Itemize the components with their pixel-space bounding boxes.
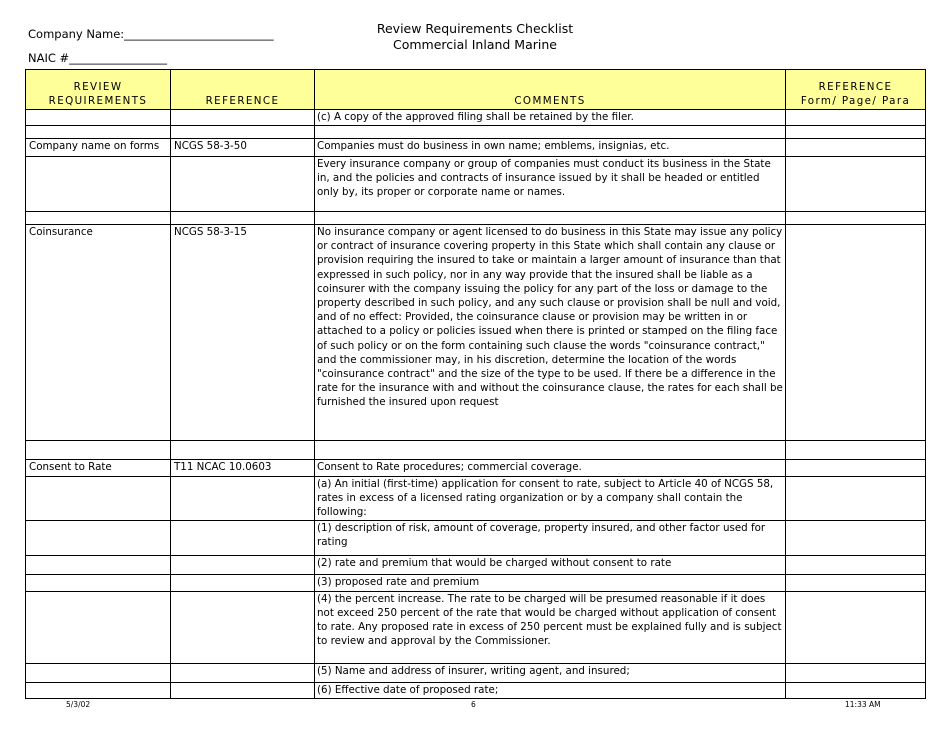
reference-cell xyxy=(171,682,315,698)
review-requirement-cell xyxy=(26,157,171,212)
col-review-requirements: REVIEW REQUIREMENTS xyxy=(26,70,171,110)
form-page-para-cell xyxy=(786,520,926,555)
col-reference-form-page-para: REFERENCE Form/ Page/ Para xyxy=(786,70,926,110)
reference-cell xyxy=(171,110,315,126)
form-page-para-cell xyxy=(786,574,926,591)
checklist-table xyxy=(25,69,926,699)
review-requirement-cell xyxy=(26,126,171,139)
comment-cell: (c) A copy of the approved filing shall be retained by the filer. xyxy=(315,110,786,126)
review-requirement-cell xyxy=(26,555,171,574)
form-page-para-cell xyxy=(786,460,926,477)
comment-cell: (6) Effective date of proposed rate; xyxy=(315,682,786,698)
form-page-para-cell xyxy=(786,212,926,225)
comment-cell: (a) An initial (first-time) application for consent to rate, subject to Article 40 of NCGS 58, rates in excess of a licensed rating organization or by a company shall contain the following: xyxy=(315,477,786,521)
table-row xyxy=(26,139,926,157)
table-row xyxy=(26,477,926,521)
form-page-para-cell xyxy=(786,441,926,460)
review-requirement-cell xyxy=(26,682,171,698)
reference-cell xyxy=(171,212,315,225)
column-header-row xyxy=(26,70,926,110)
reference-cell: NCGS 58-3-15 xyxy=(171,225,315,441)
reference-cell xyxy=(171,663,315,682)
footer-time: 11:33 AM xyxy=(845,700,881,709)
form-page-para-cell xyxy=(786,682,926,698)
review-requirement-cell xyxy=(26,212,171,225)
review-requirement-cell xyxy=(26,574,171,591)
form-page-para-cell xyxy=(786,157,926,212)
checklist-rows xyxy=(26,110,926,699)
table-row xyxy=(26,555,926,574)
review-requirement-cell xyxy=(26,663,171,682)
comment-cell: (4) the percent increase. The rate to be charged will be presumed reasonable if it does not exceed 250 percent of the rate that would be charged without application of consent to rate. Any proposed rate in excess of 250 percent must be explained fully and is subject to review and approval by the Commissioner. xyxy=(315,591,786,663)
review-requirement-cell xyxy=(26,591,171,663)
table-row xyxy=(26,225,926,441)
review-requirement-cell: Consent to Rate xyxy=(26,460,171,477)
reference-cell xyxy=(171,157,315,212)
comment-cell: Companies must do business in own name; emblems, insignias, etc. xyxy=(315,139,786,157)
review-requirement-cell: Coinsurance xyxy=(26,225,171,441)
page-title xyxy=(330,21,620,53)
comment-cell: (1) description of risk, amount of coverage, property insured, and other factor used for rating xyxy=(315,520,786,555)
comment-cell xyxy=(315,126,786,139)
comment-cell xyxy=(315,212,786,225)
review-requirement-cell xyxy=(26,110,171,126)
form-page-para-cell xyxy=(786,555,926,574)
title-line-1: Review Requirements Checklist xyxy=(376,21,574,36)
comment-cell xyxy=(315,441,786,460)
reference-cell xyxy=(171,441,315,460)
table-row xyxy=(26,591,926,663)
footer-page-number: 6 xyxy=(471,700,476,709)
company-name-blank: __________________________ xyxy=(124,27,274,41)
company-name-label: Company Name: xyxy=(28,27,125,41)
comment-cell: Consent to Rate procedures; commercial coverage. xyxy=(315,460,786,477)
review-requirement-cell xyxy=(26,520,171,555)
table-row xyxy=(26,157,926,212)
review-requirement-cell xyxy=(26,441,171,460)
review-requirement-cell: Company name on forms xyxy=(26,139,171,157)
table-row xyxy=(26,110,926,126)
comment-cell: (5) Name and address of insurer, writing agent, and insured; xyxy=(315,663,786,682)
col-comments: COMMENTS xyxy=(315,70,786,110)
table-row xyxy=(26,520,926,555)
reference-cell: T11 NCAC 10.0603 xyxy=(171,460,315,477)
reference-cell xyxy=(171,574,315,591)
table-row xyxy=(26,682,926,698)
table-row xyxy=(26,441,926,460)
footer-date: 5/3/02 xyxy=(66,700,91,709)
form-page-para-cell xyxy=(786,591,926,663)
form-page-para-cell xyxy=(786,126,926,139)
review-requirement-cell xyxy=(26,477,171,521)
form-page-para-cell xyxy=(786,663,926,682)
reference-cell xyxy=(171,591,315,663)
table-row xyxy=(26,663,926,682)
comment-cell: No insurance company or agent licensed to do business in this State may issue any policy or contract of insurance covering property in this State which shall contain any clause or provision requiring the insured to take or maintain a larger amount of insurance than that expressed in such policy, nor in any way provide that the insured shall be liable as a coinsurer with the company issuing the policy for any part of the loss or damage to the property described in such policy, and any such clause or provision shall be null and void, and of no effect: Provided, the coinsurance clause or provision may be written in or attached to a policy or policies issued when there is printed or stamped on the filing face of such policy or on the form containing such clause the words "coinsurance contract," and the commissioner may, in his discretion, determine the location of the words "coinsurance contract" and the size of the type to be used. If there be a difference in the rate for the insurance with and without the coinsurance clause, the rates for each shall be furnished the insured upon request xyxy=(315,225,786,441)
naic-blank: _________________ xyxy=(69,51,167,65)
table-row xyxy=(26,212,926,225)
form-page-para-cell xyxy=(786,225,926,441)
reference-cell: NCGS 58-3-50 xyxy=(171,139,315,157)
form-page-para-cell xyxy=(786,139,926,157)
naic-line xyxy=(28,51,167,65)
reference-cell xyxy=(171,520,315,555)
reference-cell xyxy=(171,555,315,574)
naic-label: NAIC # xyxy=(28,51,70,65)
reference-cell xyxy=(171,126,315,139)
title-line-2: Commercial Inland Marine xyxy=(393,37,557,52)
comment-cell: Every insurance company or group of companies must conduct its business in the State in, and the policies and contracts of insurance issued by it shall be headed or entitled only by, its proper or corporate name or names. xyxy=(315,157,786,212)
table-row xyxy=(26,574,926,591)
table-row xyxy=(26,126,926,139)
form-page-para-cell xyxy=(786,477,926,521)
form-page-para-cell xyxy=(786,110,926,126)
reference-cell xyxy=(171,477,315,521)
comment-cell: (2) rate and premium that would be charged without consent to rate xyxy=(315,555,786,574)
table-row xyxy=(26,460,926,477)
comment-cell: (3) proposed rate and premium xyxy=(315,574,786,591)
col-reference: REFERENCE xyxy=(171,70,315,110)
company-name-line xyxy=(28,27,274,41)
